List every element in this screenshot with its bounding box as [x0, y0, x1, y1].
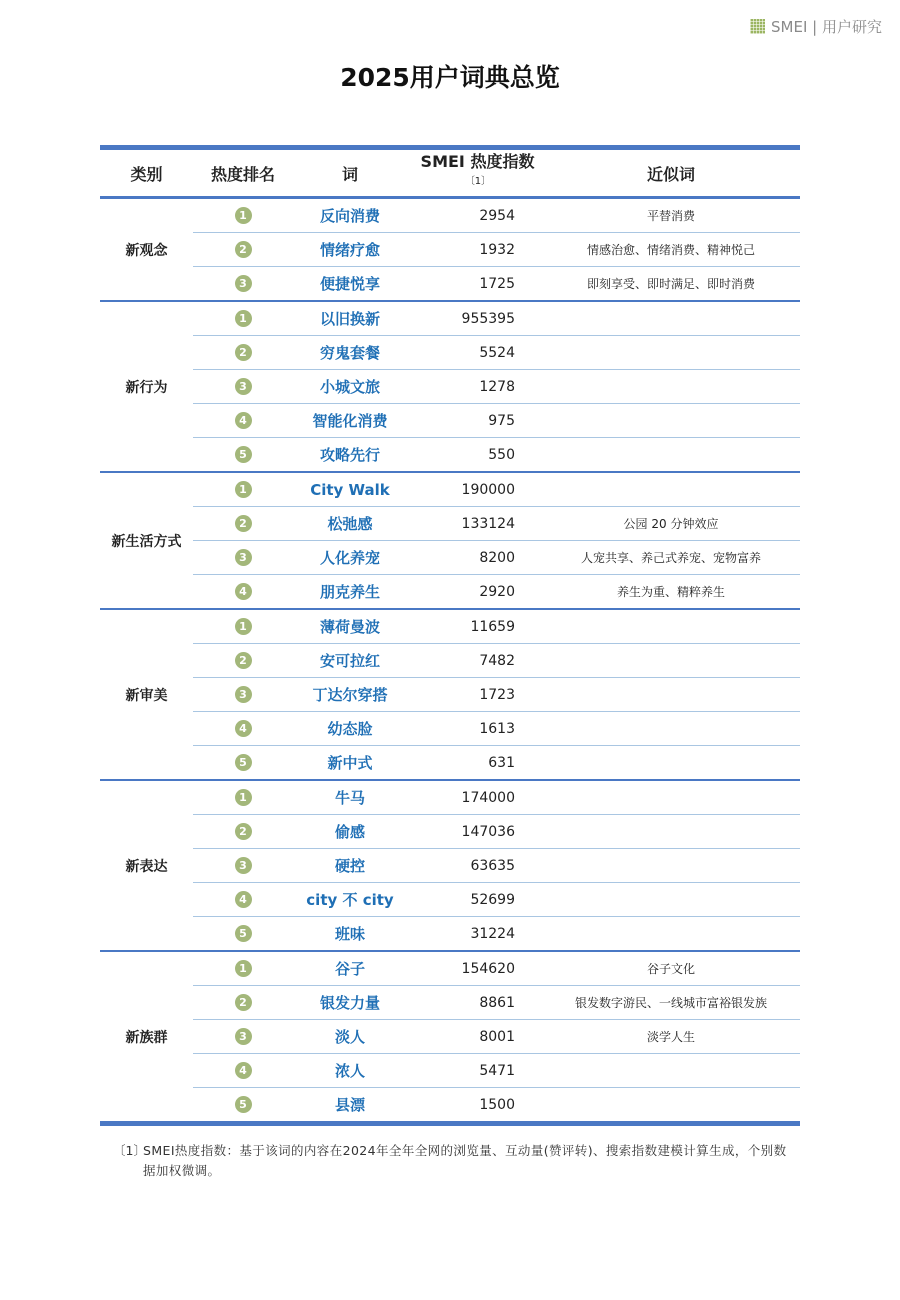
- rank-cell: [193, 686, 293, 703]
- index-cell: 550: [488, 446, 515, 463]
- word-cell: 县漂: [334, 1096, 365, 1114]
- rank-badge: 1: [235, 789, 252, 806]
- index-cell: 2954: [479, 207, 515, 224]
- table-row: [193, 233, 800, 267]
- word-cell: 偷感: [334, 823, 365, 841]
- rank-cell: [193, 412, 293, 429]
- rank-badge: 3: [235, 549, 252, 566]
- table-row: [193, 404, 800, 438]
- rank-badge: 5: [235, 446, 252, 463]
- table-row: [193, 1054, 800, 1088]
- rank-badge: 3: [235, 1028, 252, 1045]
- table-row: [193, 267, 800, 300]
- page-title: 2025用户词典总览: [340, 63, 560, 92]
- word-cell: 薄荷曼波: [319, 618, 380, 636]
- header-category: 类别: [130, 164, 163, 184]
- rank-cell: [193, 344, 293, 361]
- synonyms-cell: 即刻享受、即时满足、即时消费: [586, 277, 755, 291]
- word-cell: 银发力量: [319, 994, 380, 1012]
- category-group: [100, 952, 800, 1121]
- category-group: [100, 781, 800, 952]
- word-cell: 新中式: [327, 754, 373, 772]
- rank-cell: [193, 515, 293, 532]
- grid-square-icon: [750, 19, 765, 34]
- synonyms-cell: 银发数字游民、一线城市富裕银发族: [574, 996, 767, 1010]
- rank-badge: 4: [235, 720, 252, 737]
- category-rows: [193, 781, 800, 950]
- category-label: 新生活方式: [111, 533, 182, 550]
- index-cell: 1613: [479, 720, 515, 737]
- table-row: [193, 473, 800, 507]
- rank-cell: [193, 754, 293, 771]
- index-cell: 1500: [479, 1096, 515, 1113]
- footnote-mark: 〔1〕: [113, 1143, 146, 1158]
- rank-cell: [193, 994, 293, 1011]
- word-cell: 智能化消费: [312, 412, 388, 430]
- synonyms-cell: 平替消费: [646, 209, 695, 223]
- index-cell: 1932: [479, 241, 515, 258]
- synonyms-cell: 淡学人生: [646, 1030, 695, 1044]
- rank-badge: 2: [235, 515, 252, 532]
- word-cell: 幼态脸: [327, 720, 373, 738]
- rank-badge: 2: [235, 652, 252, 669]
- header-index-note: 〔1〕: [464, 175, 492, 187]
- table-row: [193, 541, 800, 575]
- rank-badge: 4: [235, 412, 252, 429]
- table-row: [193, 370, 800, 404]
- header-index-label: SMEI 热度指数: [420, 151, 535, 171]
- table-row: [193, 815, 800, 849]
- footnote-text: SMEI热度指数：基于该词的内容在2024年全年全网的浏览量、互动量(赞评转)、搜索指数建模计算生成，个别数据加权微调。: [143, 1143, 787, 1178]
- table-row: [193, 507, 800, 541]
- index-cell: 631: [488, 754, 515, 771]
- index-cell: 2920: [479, 583, 515, 600]
- table-row: [193, 302, 800, 336]
- index-cell: 133124: [461, 515, 515, 532]
- category-label: 新行为: [125, 379, 168, 396]
- table-row: [193, 438, 800, 471]
- category-rows: [193, 952, 800, 1121]
- word-cell: 穷鬼套餐: [319, 344, 380, 362]
- rank-cell: [193, 583, 293, 600]
- index-cell: 1725: [479, 275, 515, 292]
- word-cell: 便捷悦享: [319, 275, 380, 293]
- word-cell: 丁达尔穿搭: [312, 686, 388, 704]
- table-row: [193, 1088, 800, 1121]
- rank-badge: 4: [235, 1062, 252, 1079]
- word-cell: 淡人: [334, 1028, 365, 1046]
- word-cell: 反向消费: [319, 207, 380, 225]
- header-index: [407, 149, 542, 198]
- brand-header: [750, 16, 882, 37]
- synonyms-cell: 谷子文化: [646, 962, 695, 976]
- header-rank: 热度排名: [210, 164, 275, 184]
- rank-badge: 2: [235, 994, 252, 1011]
- word-table: [100, 145, 800, 1126]
- index-cell: 955395: [461, 310, 515, 327]
- rank-badge: 5: [235, 754, 252, 771]
- rank-cell: [193, 857, 293, 874]
- synonyms-cell: 养生为重、精粹养生: [616, 585, 725, 599]
- table-row: [193, 712, 800, 746]
- rank-cell: [193, 275, 293, 292]
- table-header: [100, 150, 800, 199]
- rank-cell: [193, 378, 293, 395]
- table-row: [193, 986, 800, 1020]
- rank-cell: [193, 310, 293, 327]
- index-cell: 52699: [470, 891, 515, 908]
- word-cell: 以旧换新: [319, 310, 380, 328]
- synonyms-cell: 情感治愈、情绪消费、精神悦己: [586, 243, 755, 257]
- rank-cell: [193, 241, 293, 258]
- word-cell: city 不 city: [306, 891, 394, 909]
- word-cell: 情绪疗愈: [319, 241, 380, 259]
- header-word: 词: [341, 164, 358, 184]
- category-rows: [193, 199, 800, 300]
- rank-cell: [193, 446, 293, 463]
- index-cell: 5471: [479, 1062, 515, 1079]
- rank-badge: 5: [235, 1096, 252, 1113]
- footnote: [113, 1141, 793, 1181]
- rank-badge: 4: [235, 891, 252, 908]
- category-rows: [193, 473, 800, 608]
- table-row: [193, 952, 800, 986]
- header-synonyms: 近似词: [646, 164, 695, 184]
- category-label: 新审美: [125, 687, 168, 704]
- rank-cell: [193, 925, 293, 942]
- rank-cell: [193, 618, 293, 635]
- rank-cell: [193, 207, 293, 224]
- word-cell: 谷子: [334, 960, 365, 978]
- table-body: [100, 199, 800, 1121]
- rank-cell: [193, 960, 293, 977]
- rank-badge: 2: [235, 241, 252, 258]
- word-cell: 松弛感: [327, 515, 373, 533]
- table-row: [193, 575, 800, 608]
- rank-cell: [193, 549, 293, 566]
- index-cell: 31224: [470, 925, 515, 942]
- table-row: [193, 746, 800, 779]
- table-row: [193, 678, 800, 712]
- table-row: [193, 849, 800, 883]
- index-cell: 147036: [461, 823, 515, 840]
- table-row: [193, 1020, 800, 1054]
- rank-cell: [193, 1028, 293, 1045]
- table-row: [193, 917, 800, 950]
- table-row: [193, 883, 800, 917]
- index-cell: 1278: [479, 378, 515, 395]
- word-cell: 攻略先行: [319, 446, 380, 464]
- word-cell: 硬控: [334, 857, 365, 875]
- index-cell: 975: [488, 412, 515, 429]
- table-row: [193, 610, 800, 644]
- word-cell: 浓人: [334, 1062, 365, 1080]
- category-group: [100, 199, 800, 302]
- table-bottom-rule: [100, 1121, 800, 1126]
- rank-cell: [193, 720, 293, 737]
- brand-text: SMEI | 用户研究: [771, 18, 882, 36]
- rank-badge: 3: [235, 857, 252, 874]
- index-cell: 1723: [479, 686, 515, 703]
- category-group: [100, 610, 800, 781]
- word-cell: 班味: [334, 925, 365, 943]
- index-cell: 63635: [470, 857, 515, 874]
- synonyms-cell: 人宠共享、养己式养宠、宠物富养: [580, 551, 761, 565]
- table-row: [193, 336, 800, 370]
- index-cell: 8001: [479, 1028, 515, 1045]
- category-group: [100, 302, 800, 473]
- rank-badge: 1: [235, 207, 252, 224]
- table-row: [193, 644, 800, 678]
- rank-badge: 1: [235, 618, 252, 635]
- index-cell: 7482: [479, 652, 515, 669]
- index-cell: 8861: [479, 994, 515, 1011]
- rank-cell: [193, 891, 293, 908]
- word-cell: 安可拉红: [319, 652, 380, 670]
- rank-cell: [193, 1062, 293, 1079]
- index-cell: 11659: [470, 618, 515, 635]
- rank-badge: 1: [235, 310, 252, 327]
- index-cell: 174000: [461, 789, 515, 806]
- word-cell: 人化养宠: [319, 549, 380, 567]
- category-label: 新族群: [125, 1029, 168, 1046]
- rank-cell: [193, 652, 293, 669]
- category-rows: [193, 610, 800, 779]
- word-cell: 小城文旅: [319, 378, 380, 396]
- index-cell: 5524: [479, 344, 515, 361]
- rank-badge: 1: [235, 960, 252, 977]
- rank-badge: 2: [235, 344, 252, 361]
- category-rows: [193, 302, 800, 471]
- rank-badge: 4: [235, 583, 252, 600]
- rank-cell: [193, 823, 293, 840]
- rank-badge: 3: [235, 686, 252, 703]
- rank-cell: [193, 481, 293, 498]
- index-cell: 190000: [461, 481, 515, 498]
- synonyms-cell: 公园 20 分钟效应: [623, 517, 719, 531]
- word-cell: City Walk: [310, 480, 390, 499]
- word-cell: 牛马: [334, 789, 365, 807]
- rank-badge: 3: [235, 275, 252, 292]
- index-cell: 154620: [461, 960, 515, 977]
- table-row: [193, 199, 800, 233]
- rank-badge: 2: [235, 823, 252, 840]
- index-cell: 8200: [479, 549, 515, 566]
- category-group: [100, 473, 800, 610]
- category-label: 新观念: [125, 242, 168, 259]
- word-cell: 朋克养生: [319, 583, 380, 601]
- rank-cell: [193, 789, 293, 806]
- rank-cell: [193, 1096, 293, 1113]
- rank-badge: 5: [235, 925, 252, 942]
- category-label: 新表达: [125, 858, 168, 875]
- rank-badge: 3: [235, 378, 252, 395]
- rank-badge: 1: [235, 481, 252, 498]
- table-row: [193, 781, 800, 815]
